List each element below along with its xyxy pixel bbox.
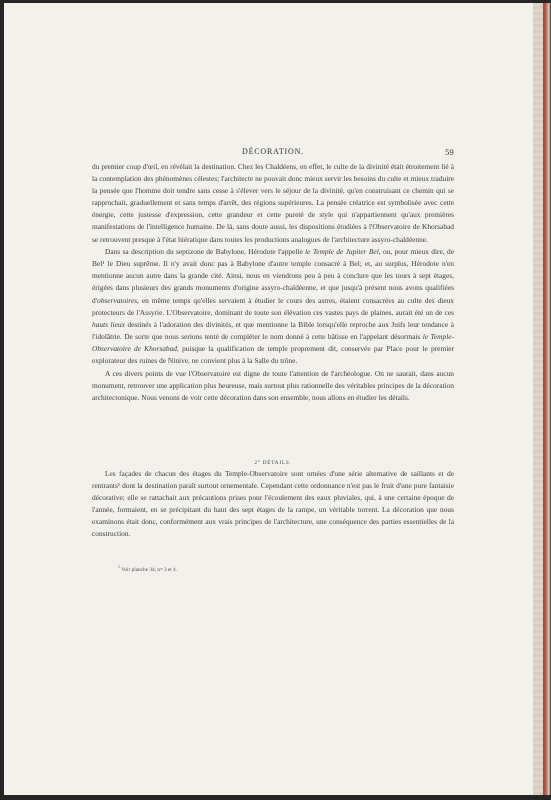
paragraph-4: Les façades de chacun des étages du Temple-Observatoire sont ornées d'une série alternative de saillants et de rentrants¹ dont la destination paraît surtout ornementale. Cependant cette ordonnance n'est pas le fruit d'une pure fantaisie décorative; elle se rattachait aux précautions prises pour l'écoulement des eaux pluviales, qui, à une certaine époque de l'année, formaient, en se précipitant du haut des sept étages de la rampe, un véritable torrent. La décoration que nous examinons était donc, conformément aux vrais principes de l'architecture, une conséquence des parties essentielles de la construction.	[92, 469, 454, 539]
paragraph-3: A ces divers points de vue l'Observatoire est digne de toute l'attention de l'archéologue. On ne saurait, dans aucun monument, retrouver une application plus heureuse, mais surtout plus rationnelle des véritables principes de la décoration architectonique. Nous venons de voir cette décoration dans son ensemble, nous allons en étudier les détails.	[92, 368, 454, 402]
section-heading: 2° DÉTAILS.	[254, 460, 292, 466]
paragraph-2	[92, 246, 454, 367]
details-text	[92, 468, 454, 541]
footnote-text: Voir planche 34, nᵒˢ 3 et 4.	[120, 566, 178, 573]
text-run: , ou, pour mieux dire, de Bel¹ le Dieu suprême. Il n'y avait donc pas à Babylone d'autre temple consacré à Bel; et, au surplus, Hérodote n'en mentionne aucun autre dans la grande cité. Ainsi, nous en viendrons peu à peu à conclure que les tours à sept étages, érigées dans plusieurs des grands monuments d'origine assyro-chaldéenne, et que jusqu'à présent nous avons qualifiées d'	[92, 247, 454, 305]
footnote-mark: 1	[118, 564, 120, 569]
main-text	[92, 161, 454, 404]
running-title: DÉCORATION.	[242, 147, 304, 156]
running-header	[92, 147, 454, 159]
italic-run: hauts lieux	[92, 319, 125, 329]
italic-run: le Temple de Jupiter Bel	[305, 247, 379, 257]
text-run: , puisque la qualification de temple proprement dit, conservée par Place pour le premier explorateur des ruines de Ninive, ne convient plus à la Salle du trône.	[92, 343, 454, 365]
italic-run: observatoires	[97, 295, 137, 305]
footnote	[118, 564, 418, 573]
page-stack-edge	[533, 3, 551, 795]
text-run: destinés à l'adoration des divinités, et que mentionne la Bible lorsqu'elle reproche aux Juifs leur tendance à l'idolâtrie. De sorte que nous serions tenté de compléter le nom donné à cette bâtisse en l'appelant désormais	[92, 319, 454, 341]
text-run: , en même temps qu'elles servaient à étudier le cours des astres, étaient consacrées au culte des dieux protecteurs de l'Assyrie. L'Observatoire, dominant de toute son élévation ces vastes pays de plaines, aurait été un de ces	[92, 295, 454, 317]
italic-run: le Temple-Observatoire de Khorsabad	[92, 331, 454, 353]
text-run: Dans sa description du septizone de Babylone, Hérodote l'appelle	[105, 247, 306, 257]
paragraph-1: du premier coup d'œil, en révélait la destination. Chez les Chaldéens, en effet, le culte de la divinité était étroitement lié à la contemplation des phénomènes célestes; l'architecte ne pouvait donc mieux servir les besoins du culte et mieux traduire la pensée que l'homme doit tendre sans cesse à s'élever vers le séjour de la divinité, qu'en construisant ce chemin qui se rapprochait, graduellement et sans temps d'arrêt, des régions supérieures. La pensée créatrice est symbolisée avec cette énergie, cette justesse d'expression, cette grandeur et cette pureté de style qui n'appartiennent qu'aux premières manifestations de l'intelligence humaine. De là, sans doute aussi, les dispositions étudiées à l'Observatoire de Khorsabad se retrouvent presque à l'état hiératique dans toutes les productions analogues de l'architecture assyro-chaldéenne.	[92, 162, 454, 244]
page-number: 59	[445, 147, 454, 157]
